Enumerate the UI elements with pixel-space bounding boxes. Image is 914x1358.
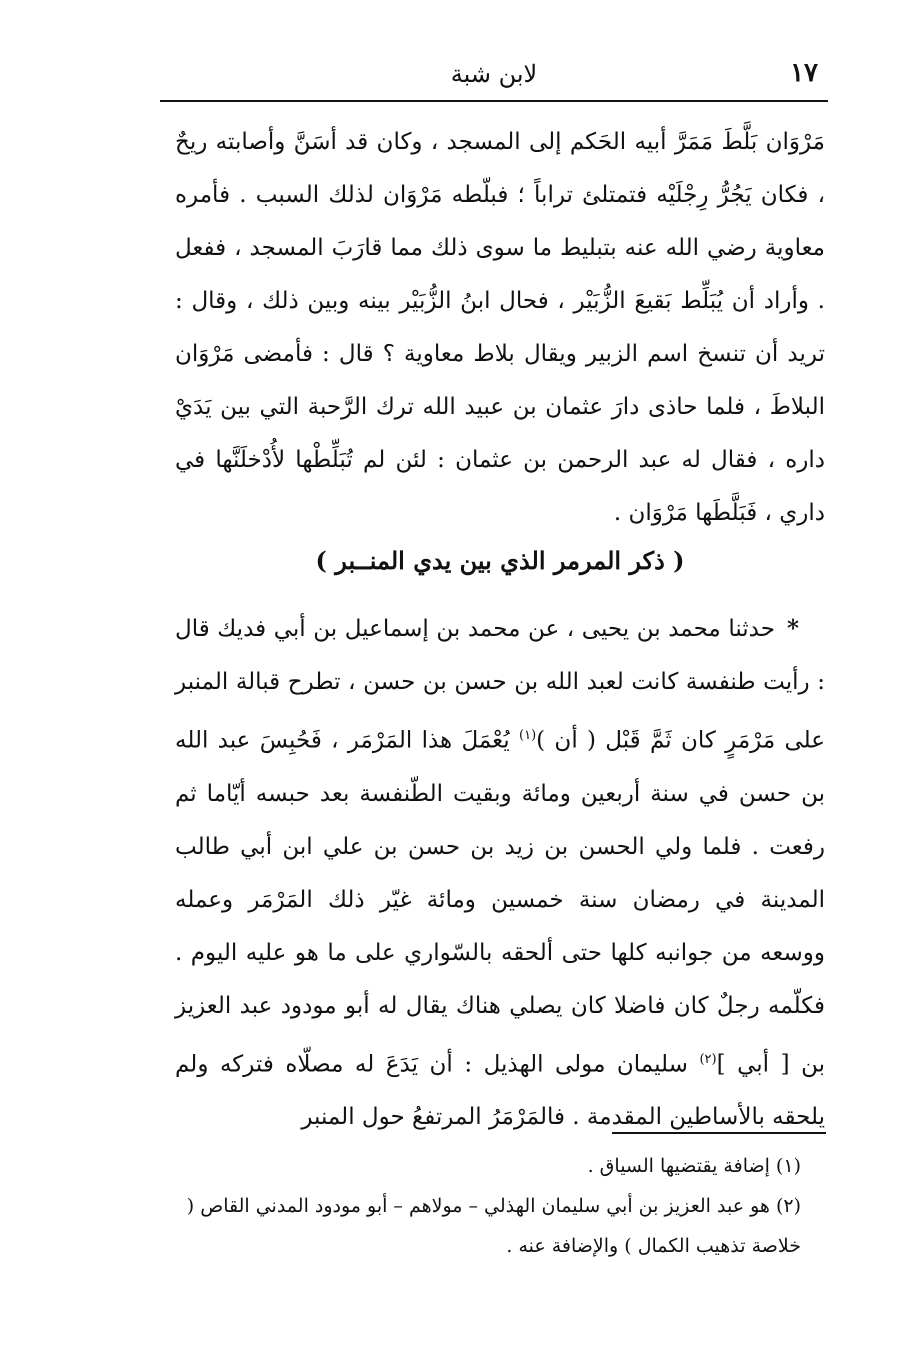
footnotes xyxy=(175,1146,825,1266)
paragraph-2 xyxy=(175,602,825,1144)
footnote-2: (٢) هو عبد العزيز بن أبي سليمان الهذلي – مولاهم – أبو مودود المدني القاص ( خلاصة تذهيب الكمال ) والإضافة عنه . xyxy=(186,1195,801,1257)
footnote-ref-2: (٢) xyxy=(699,1051,717,1067)
paragraph-1: مَرْوَان بَلَّطَ مَمَرَّ أبيه الحَكم إلى المسجد ، وكان قد أسَنَّ وأصابته ريحٌ ، فكان يَجُرُّ رِجْلَيْه فتمتلئ تراباً ؛ فبلّطه مَرْوَان لذلك السبب . فأمره معاوية رضي الله عنه بتبليط ما سوى ذلك مما قارَبَ المسجد ، ففعل . وأراد أن يُبَلِّط بَقيعَ الزُّبَيْر ، فحال ابنُ الزُّبَيْر بينه وبين ذلك ، وقال : تريد أن تنسخ اسم الزبير ويقال بلاط معاوية ؟ قال : فأمضى مَرْوَان البلاطَ ، فلما حاذى دارَ عثمان بن عبيد الله ترك الرَّحبة التي بين يَدَيْ داره ، فقال له عبد الرحمن بن عثمان : لئن لم تُبَلِّطْها لأُدْخلَنَّها في داري ، فَبَلَّطَها مَرْوَان . xyxy=(175,129,825,526)
paragraph-bullet: * xyxy=(786,615,799,642)
paragraph-2-part-3: سليمان مولى الهذيل : أن يَدَعَ له مصلّاه فتركه ولم يلحقه بالأساطين المقدمة . فالمَرْمَرُ المرتفعُ حول المنبر xyxy=(175,1051,825,1131)
footnote-rule xyxy=(612,1132,826,1134)
page-number: ١٧ xyxy=(790,58,818,88)
footnote-1: (١) إضافة يقتضيها السياق . xyxy=(587,1155,801,1177)
page-header xyxy=(160,52,828,96)
paragraph-2-part-2: يُعْمَلَ هذا المَرْمَر ، فَحُبِسَ عبد الله بن حسن في سنة أربعين ومائة وبقيت الطّنفسة بعد حبسه أيّاما ثم رفعت . فلما ولي الحسن بن زيد بن حسن بن علي ابن أبي طالب المدينة في رمضان سنة خمسين ومائة غيّر ذلك المَرْمَر وعمله ووسعه من جوانبه كلها حتى ألحقه بالسّواري على ما هو عليه اليوم . فكلّمه رجلٌ كان فاضلا كان يصلي هناك يقال له أبو مودود عبد العزيز بن [ أبي ] xyxy=(175,727,825,1078)
paragraph-2-part-1: حدثنا محمد بن يحيى ، عن محمد بن إسماعيل بن أبي فديك قال : رأيت طنفسة كانت لعبد الله بن حسن بن حسن ، تطرح قبالة المنبر على مَرْمَرٍ كان ثَمَّ قَبْل ( أن ) xyxy=(175,616,825,754)
running-title: لابن شبة xyxy=(450,60,538,88)
footnote-ref-1: (١) xyxy=(519,728,537,743)
header-rule xyxy=(160,100,828,102)
section-heading: ( ذكر المرمر الذي بين يدي المنــبر ) xyxy=(315,546,685,575)
